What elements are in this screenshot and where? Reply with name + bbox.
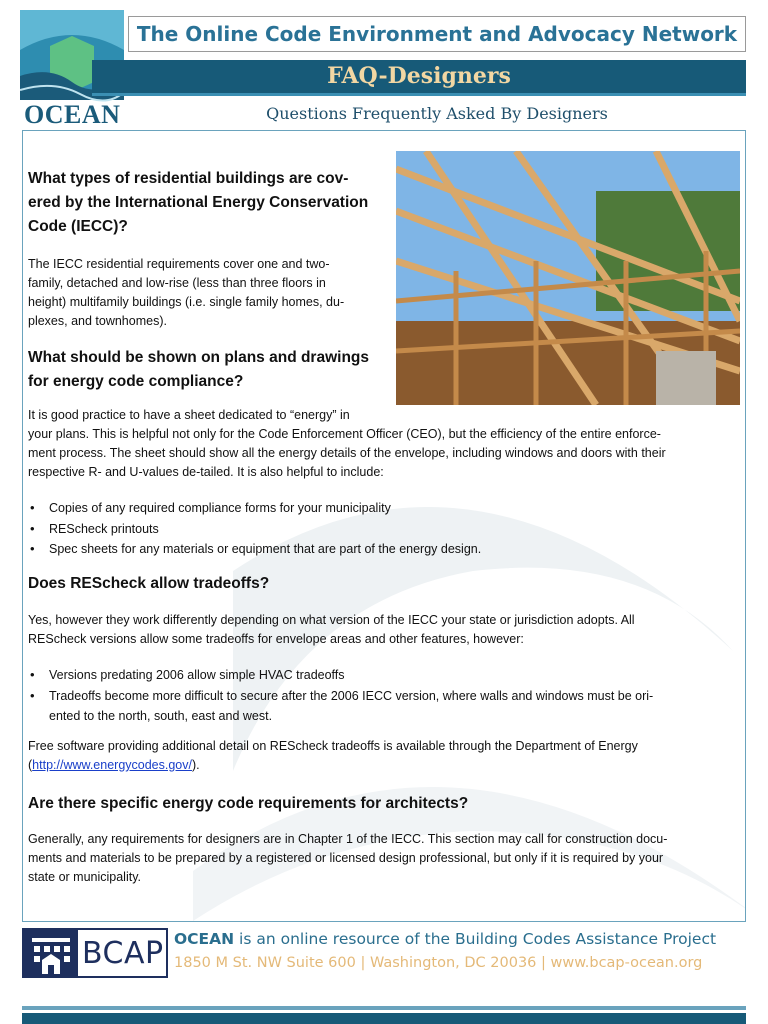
list-item: • Tradeoffs become more difficult to secure after the 2006 IECC version, where walls and windows must be ori- ented to the north, south, east and west. (28, 686, 738, 727)
list-item: • REScheck printouts (28, 519, 738, 540)
list-item: • Copies of any required compliance forms for your municipality (28, 498, 738, 519)
footer-tagline: OCEAN is an online resource of the Building Codes Assistance Project (174, 930, 717, 948)
faq-answer-3: Yes, however they work differently depending on what version of the IECC your state or jurisdiction adopts. All REScheck versions allow some tradeoffs for envelope areas and other features, however: (28, 613, 635, 646)
energycodes-link[interactable]: http://www.energycodes.gov/ (32, 758, 192, 772)
faq-question-3: Does REScheck allow tradeoffs? (28, 575, 270, 592)
doe-resource-note: Free software providing additional detail on REScheck tradeoffs is available through the Department of Energy (http://www.energycodes.gov/). (28, 739, 638, 772)
bcap-logo-text: BCAP (82, 936, 164, 971)
faq-question-2: What should be shown on plans and drawings for energy code compliance? (28, 349, 370, 390)
roof-truss-photo (396, 151, 740, 405)
faq-3-bullet-list (28, 665, 738, 727)
faq-question-4: Are there specific energy code requirements for architects? (28, 795, 469, 812)
footer-divider (22, 1006, 746, 1010)
building-icon (24, 930, 78, 976)
network-title-box (128, 16, 746, 52)
bcap-logo (22, 928, 168, 978)
list-item: • Spec sheets for any materials or equipment that are part of the energy design. (28, 539, 738, 560)
page-subtitle: Questions Frequently Asked By Designers (266, 104, 608, 123)
network-title: The Online Code Environment and Advocacy Network (136, 22, 738, 46)
faq-answer-1: The IECC residential requirements cover one and two- family, detached and low-rise (less than three floors in height) multifamily buildings (i.e. single family homes, du- plexes, and townhomes). (28, 257, 345, 328)
faq-answer-4: Generally, any requirements for designers are in Chapter 1 of the IECC. This section may call for construction docu- ments and materials to be prepared by a registered or licensed design professional, but only if it is required by your state or municipality. (28, 832, 668, 884)
footer-address: 1850 M St. NW Suite 600 | Washington, DC 20036 | www.bcap-ocean.org (174, 955, 703, 971)
list-item: • Versions predating 2006 allow simple HVAC tradeoffs (28, 665, 738, 686)
logo-wordmark: OCEAN (24, 100, 121, 129)
page-title-bar (92, 60, 746, 96)
faq-answer-2: It is good practice to have a sheet dedicated to “energy” in your plans. This is helpful not only for the Code Enforcement Officer (CEO), but the efficiency of the entire enforce- ment process. The sheet should show all the energy details of the envelope, including windows and doors with their respective R- and U-values de-tailed. It is also helpful to include: (28, 408, 666, 479)
footer-bar (22, 1013, 746, 1024)
page-title: FAQ-Designers (327, 63, 511, 89)
content-frame (22, 130, 746, 922)
faq-2-bullet-list (28, 498, 738, 560)
faq-question-1: What types of residential buildings are cov- ered by the International Energy Conservation Code (IECC)? (28, 170, 369, 235)
